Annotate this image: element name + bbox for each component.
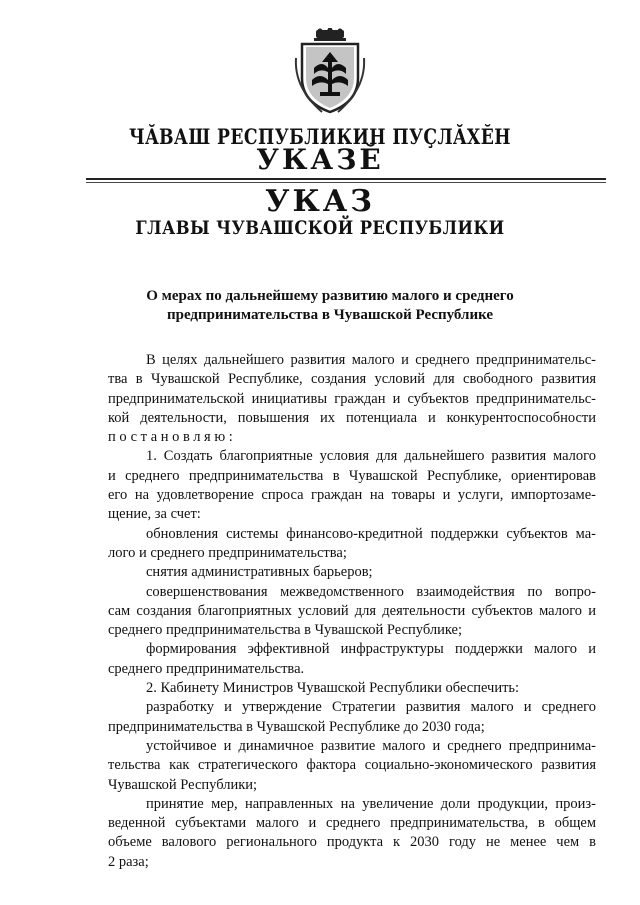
decree-body	[108, 351, 596, 872]
body-line: среднего предпринимательства в Чувашской Республике;	[108, 622, 462, 639]
header-russian-title: ГЛАВЫ ЧУВАШСКОЙ РЕСПУБЛИКИ	[135, 217, 505, 239]
header-chuvash-decree: УКАЗĔ	[256, 143, 384, 176]
body-line: щение, за счет:	[108, 506, 201, 523]
body-line: принятие мер, направленных на увеличение доли продукции, произ-	[146, 795, 596, 812]
header-divider	[86, 178, 606, 180]
chuvash-republic-emblem-icon	[292, 28, 368, 114]
decree-title	[110, 287, 550, 325]
body-line: объеме валового регионального продукта к 2030 году не менее чем в	[108, 834, 596, 851]
header-chuvash-title: ЧĂВАШ РЕСПУБЛИКИН ПУÇЛĂХĔН	[129, 124, 511, 149]
body-line: совершенствования межведомственного взаимодействия по вопро-	[146, 583, 596, 600]
body-line: устойчивое и динамичное развитие малого и среднего предпринима-	[146, 737, 596, 754]
body-line: веденной субъектами малого и среднего предпринимательства, в общем	[108, 815, 596, 832]
body-line: и среднего предпринимательства в Чувашской Республике, ориентировав	[108, 467, 596, 484]
body-line: лого и среднего предпринимательства;	[108, 544, 347, 561]
body-line: обновления системы финансово-кредитной поддержки субъектов ма-	[146, 525, 596, 542]
decree-title-line: предпринимательства в Чувашской Республике	[166, 307, 494, 323]
body-line: предпринимательской инициативы граждан и субъектов предпринимательс-	[108, 390, 596, 407]
body-line: 2 раза;	[108, 853, 149, 870]
body-line: среднего предпринимательства.	[108, 660, 305, 677]
body-line: В целях дальнейшего развития малого и среднего предпринимательс-	[146, 352, 596, 368]
body-line: кой деятельности, повышения их потенциала и конкурентоспособности	[108, 409, 596, 426]
decree-title-line: О мерах по дальнейшему развитию малого и среднего	[146, 288, 514, 304]
body-line: 1. Создать благоприятные условия для дальнейшего развития малого	[146, 448, 596, 465]
body-line: Чувашской Республики;	[108, 776, 258, 793]
body-line: предпринимательства в Чувашской Республике до 2030 года;	[108, 718, 485, 735]
body-line: 2. Кабинету Министров Чувашской Республики обеспечить:	[146, 680, 520, 697]
header-russian-decree: УКАЗ	[265, 184, 375, 219]
header-divider-thin	[86, 182, 606, 183]
body-line: снятия административных барьеров;	[146, 564, 373, 581]
body-line: тельства как стратегического фактора социально-экономического развития	[108, 757, 596, 774]
body-line: тва в Чувашской Республике, создания условий для свободного развития	[108, 371, 596, 388]
body-line-resolve: постановляю:	[108, 429, 237, 446]
body-line: формирования эффективной инфраструктуры поддержки малого и	[146, 641, 596, 658]
body-line: сам создания благоприятных условий для деятельности субъектов малого и	[108, 602, 596, 619]
body-line: разработку и утверждение Стратегии развития малого и среднего	[146, 699, 596, 716]
body-line: его на удовлетворение спроса граждан на товары и услуги, импортозаме-	[108, 487, 596, 504]
